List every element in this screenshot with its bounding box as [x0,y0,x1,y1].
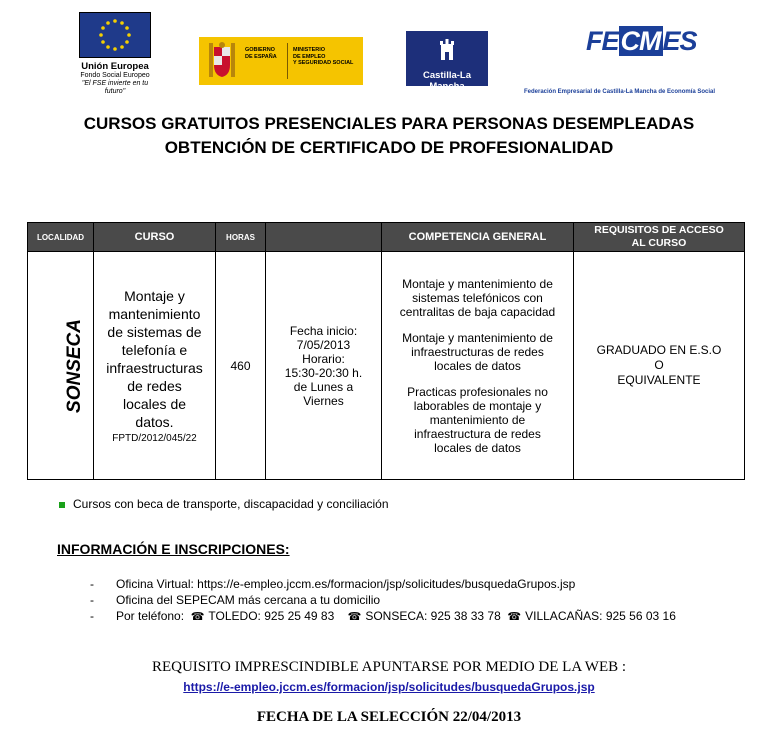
fecmes-logo [524,22,770,102]
header-fecha [266,223,382,252]
list-item: - Por teléfono: ☎ TOLEDO: 925 25 49 83 ☎ SONSECA: 925 38 33 78 ☎ VILLACAÑAS: 925 56 03 16 [90,609,676,623]
green-bullet-icon [59,502,65,508]
info-list [90,576,676,625]
horas-cell: 460 [216,252,266,480]
curso-title: Montaje y mantenimiento de sistemas de telefonía e infraestructuras de redes locales de datos. [106,288,203,430]
competencia-cell [382,252,574,480]
fecha-seleccion: FECHA DE LA SELECCIÓN 22/04/2013 [256,709,522,725]
localidad-cell [28,252,94,480]
curso-code: FPTD/2012/045/22 [112,433,197,444]
table-header-row [28,223,745,252]
inscripcion-link[interactable]: https://e-empleo.jccm.es/formacion/jsp/solicitudes/busquedaGrupos.jsp [183,680,595,694]
page-subtitle: OBTENCIÓN DE CERTIFICADO DE PROFESIONALIDAD [164,138,614,157]
header-horas: HORAS [216,223,266,252]
gobierno-logo [199,37,363,85]
eu-flag-icon [79,12,151,58]
oficina-virtual-text: Oficina Virtual: https://e-empleo.jccm.es/formacion/jsp/solicitudes/busquedaGrupos.jsp [116,577,576,591]
phone-icon: ☎ [190,611,205,623]
table-row [28,252,745,480]
eu-slogan: "El FSE invierte en tu futuro" [81,80,149,95]
castle-icon [438,36,456,62]
fecmes-wordmark: FECMES [586,26,697,56]
page-title: CURSOS GRATUITOS PRESENCIALES PARA PERSONAS DESEMPLEADAS [83,114,695,133]
header-requisitos: REQUISITOS DE ACCESO AL CURSO [574,223,745,252]
spain-shield-icon [205,41,239,81]
list-item: - Oficina Virtual: https://e-empleo.jccm.es/formacion/jsp/solicitudes/busquedaGrupos.jsp [90,577,576,591]
requisito-text: REQUISITO IMPRESCINDIBLE APUNTARSE POR MEDIO DE LA WEB : [151,659,627,675]
localidad-value: SONSECA [63,318,85,413]
fecha-cell: Fecha inicio: 7/05/2013 Horario: 15:30-20:30 h. de Lunes a Viernes [266,252,382,480]
requisitos-cell: GRADUADO EN E.S.O O EQUIVALENTE [574,252,745,480]
phone-icon: ☎ [347,611,362,623]
eu-fund: Fondo Social Europeo [80,72,150,79]
phone-toledo: TOLEDO: 925 25 49 83 [208,609,335,623]
competencia-item: Montaje y mantenimiento de sistemas telefónicos con centralitas de baja capacidad [399,276,556,319]
eu-name: Unión Europea [81,61,149,72]
info-title: INFORMACIÓN E INSCRIPCIONES: [57,541,290,557]
fecmes-subtitle: Federación Empresarial de Castilla-La Mancha de Economía Social [524,89,716,95]
header-competencia: COMPETENCIA GENERAL [382,223,574,252]
castilla-la-mancha-logo [406,31,488,92]
clm-name: Castilla-La Mancha [422,70,472,92]
course-table [27,222,745,480]
list-item: - Oficina del SEPECAM más cercana a tu domicilio [90,593,381,607]
competencia-item: Practicas profesionales no laborables de montaje y mantenimiento de infraestructura de redes locales de datos [407,384,548,455]
header-curso: CURSO [94,223,216,252]
phone-icon: ☎ [507,611,522,623]
beca-note: Cursos con beca de transporte, discapacidad y conciliación [59,497,389,511]
phone-villacanas: VILLACAÑAS: 925 56 03 16 [525,609,676,623]
phone-sonseca: SONSECA: 925 38 33 78 [365,609,501,623]
sepecam-text: Oficina del SEPECAM más cercana a tu domicilio [116,593,381,607]
competencia-item: Montaje y mantenimiento de infraestructuras de redes locales de datos [402,330,553,373]
header-localidad: LOCALIDAD [28,223,94,252]
eu-logo [72,12,158,96]
curso-cell [94,252,216,480]
ministerio-text: MINISTERIO DE EMPLEO Y SEGURIDAD SOCIAL [293,47,354,66]
gobierno-text: GOBIERNO DE ESPAÑA [245,47,277,60]
gobierno-separator [287,43,288,79]
